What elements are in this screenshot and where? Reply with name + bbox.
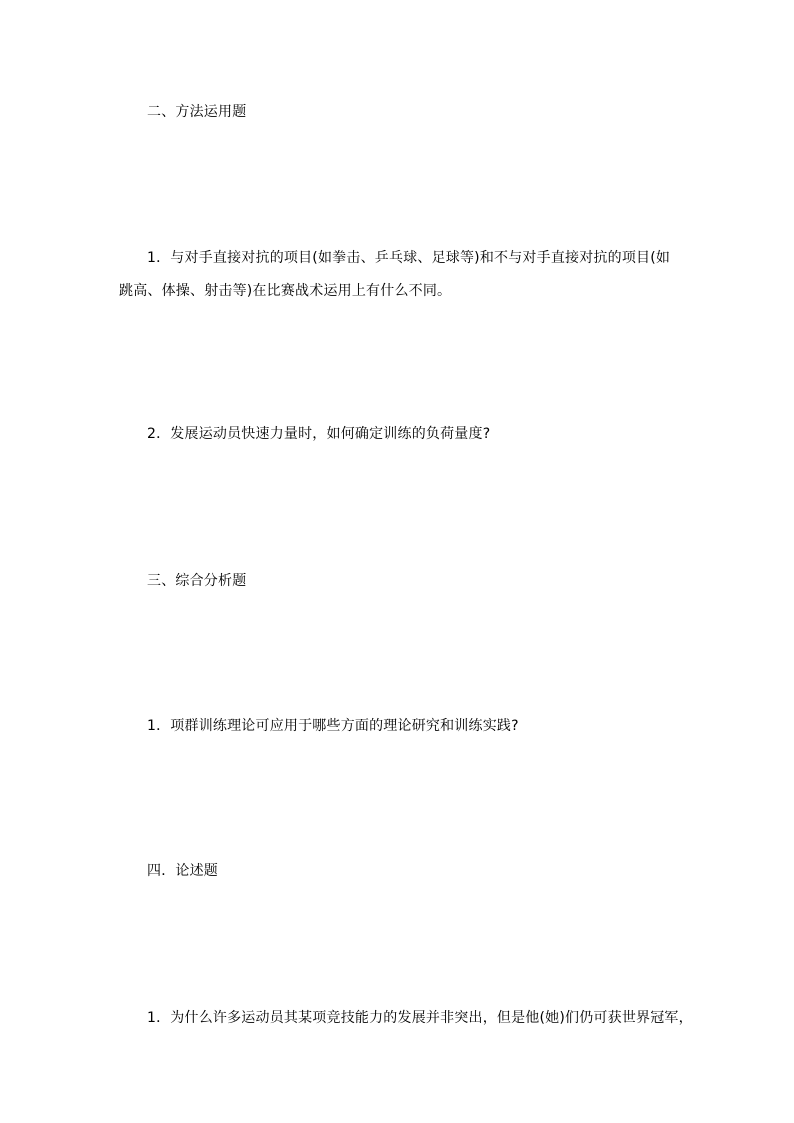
- question-line: 2．发展运动员快速力量时，如何确定训练的负荷量度?: [147, 426, 491, 442]
- question-line: 1．与对手直接对抗的项目(如拳击、乒乓球、足球等)和不与对手直接对抗的项目(如: [147, 250, 671, 266]
- question-line: 1．项群训练理论可应用于哪些方面的理论研究和训练实践?: [147, 718, 519, 734]
- section-heading-essay: 四．论述题: [147, 863, 218, 879]
- section-heading-comprehensive-analysis: 三、综合分析题: [147, 573, 247, 589]
- section-heading-method-application: 二、方法运用题: [147, 104, 247, 120]
- question-line: 1．为什么许多运动员其某项竞技能力的发展并非突出，但是他(她)们仍可获世界冠军，: [147, 1010, 693, 1026]
- question-line: 跳高、体操、射击等)在比赛战术运用上有什么不同。: [119, 283, 452, 299]
